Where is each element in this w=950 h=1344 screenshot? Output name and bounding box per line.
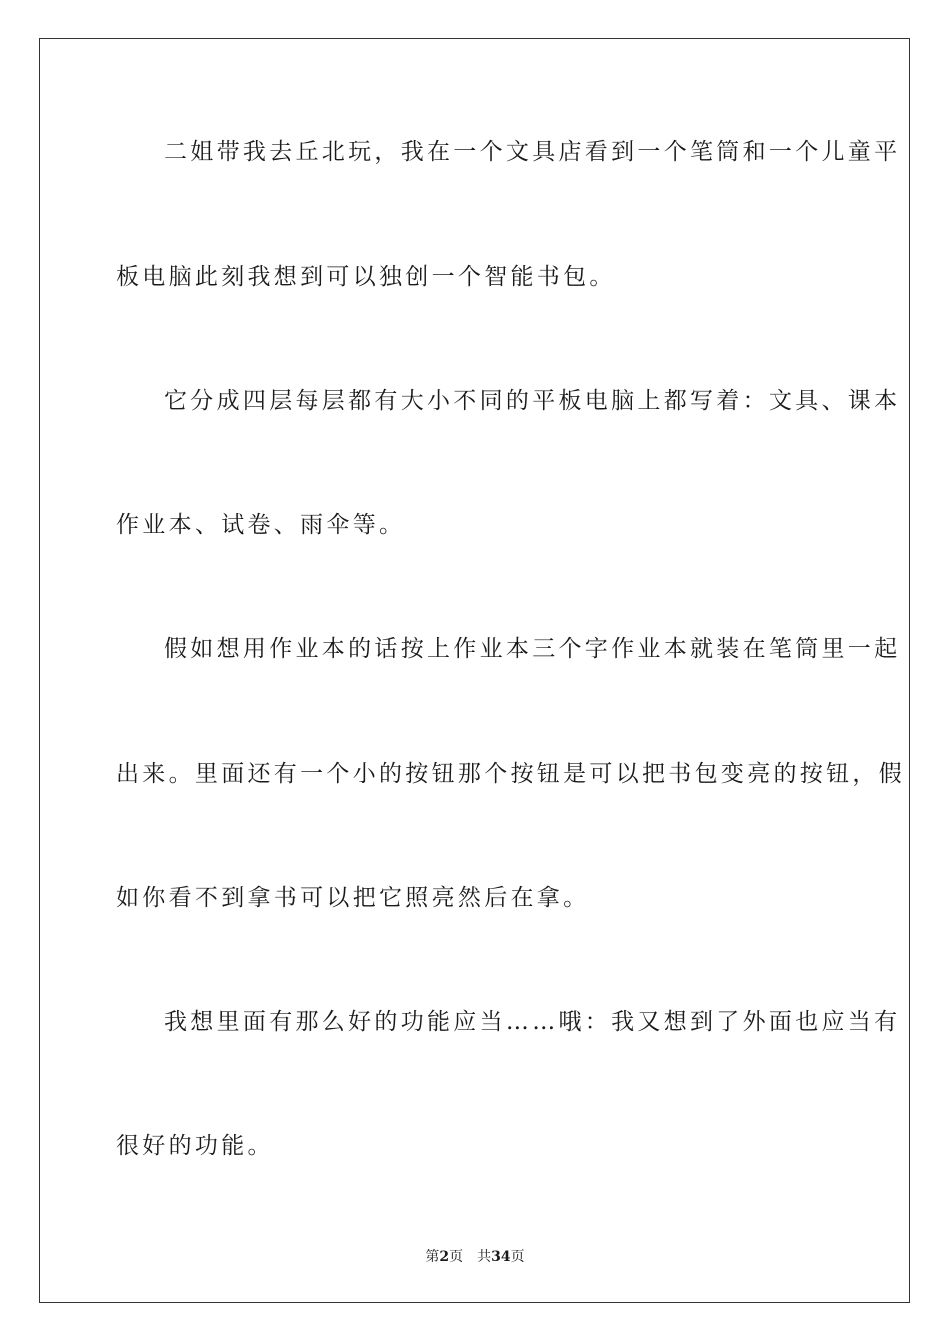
page-footer [0,1248,950,1266]
footer-total-pages: 34 [491,1249,511,1265]
footer-page-prefix: 第 [425,1249,440,1265]
paragraph-4-line-2: 很好的功能。 [116,1133,274,1159]
paragraph-1-line-1: 二姐带我去丘北玩，我在一个文具店看到一个笔筒和一个儿童平 [164,139,901,165]
paragraph-1-line-2: 板电脑此刻我想到可以独创一个智能书包。 [116,264,616,290]
page-border [39,38,910,1303]
paragraph-2-line-1: 它分成四层每层都有大小不同的平板电脑上都写着：文具、课本 [164,388,901,414]
paragraph-3-line-1: 假如想用作业本的话按上作业本三个字作业本就装在笔筒里一起 [164,636,901,662]
paragraph-2-line-2: 作业本、试卷、雨伞等。 [116,512,406,538]
footer-page-suffix: 页 [449,1249,464,1265]
footer-total-prefix: 共 [477,1249,492,1265]
paragraph-3-line-2: 出来。里面还有一个小的按钮那个按钮是可以把书包变亮的按钮，假 [116,761,905,787]
footer-page-number: 2 [439,1249,450,1265]
paragraph-4-line-1: 我想里面有那么好的功能应当……哦：我又想到了外面也应当有 [164,1009,901,1035]
footer-total-suffix: 页 [510,1249,525,1265]
paragraph-3-line-3: 如你看不到拿书可以把它照亮然后在拿。 [116,885,590,911]
